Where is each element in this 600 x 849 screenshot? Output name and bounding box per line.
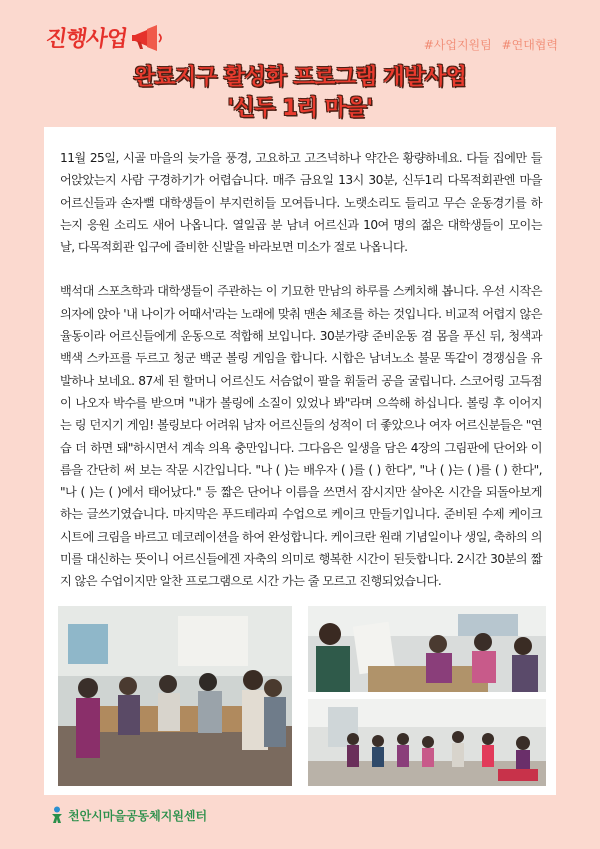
- person-icon: [50, 806, 64, 824]
- activity-photo: [308, 699, 546, 786]
- article-paragraph: 11월 25일, 시골 마을의 늦가을 풍경, 고요하고 고즈넉하나 약간은 황량하네요. 다들 집에만 들어앉았는지 사람 구경하기가 어렵습니다. 매주 금요일 13시 30분, 신두1리 다목적회관엔 마을 어르신들과 손자뻘 대학생들이 부지런히들 모여듭니다. 노랫소리도 들리고 무슨 운동경기를 하는지 응원 소리도 새어 나옵니다. 열일곱 분 남녀 어르신과 10여 명의 젊은 대학생들이 모이는 날, 다목적회관 입구에 즐비한 신발을 바라보면 미소가 절로 나옵니다.: [60, 151, 542, 255]
- hashtag[interactable]: #연대협력: [501, 38, 558, 52]
- footer-logo: [50, 806, 207, 824]
- article-body: [60, 147, 542, 615]
- brand-logo: [43, 22, 165, 53]
- article-card: [44, 127, 556, 795]
- megaphone-icon: [131, 24, 165, 52]
- activity-photo: [308, 606, 546, 692]
- activity-photo: [58, 606, 292, 786]
- hashtag[interactable]: #사업지원팀: [423, 38, 492, 52]
- hashtag-list: [418, 36, 558, 53]
- footer-org-name: 천안시마을공동체지원센터: [68, 808, 208, 823]
- page-subtitle: '신두 1리 마을': [227, 96, 373, 121]
- brand-text: 진행사업: [43, 27, 129, 52]
- article-paragraph: 백석대 스포츠학과 대학생들이 주관하는 이 기묘한 만남의 하루를 스케치해 봅니다. 우선 시작은 의자에 앉아 '내 나이가 어때서'라는 노래에 맞춰 맨손 체조를 하는 것입니다. 비교적 어렵지 않은 율동이라 어르신들에게 운동으로 적합해 보입니다. 30분가량 준비운동 겸 몸을 푸신 뒤, 청색과 백색 스카프를 두르고 청군 백군 볼링 게임을 합니다. 시합은 남녀노소 불문 똑같이 경쟁심을 유발하나 보네요. 87세 된 할머니 어르신도 서슴없이 팔을 휘둘러 공을 굴립니다. 스코어링 고득점이 나오자 박수를 받으며 "내가 볼링에 소질이 있었나 봐"라며 으쓱해 하십니다. 볼링 후 이어지는 링 던지기 게임! 볼링보다 어려워 남자 어르신들의 성적이 더 좋았으나 여자 어르신분들은 "연습 더 하면 돼"하시면서 계속 의욕 충만입니다. 그다음은 일생을 담은 4장의 그림판에 단어와 이름을 간단히 써 보는 작문 시간입니다. "나 ( )는 배우자 ( )를 ( ) 한다", "나 ( )는 ( )를 ( ) 한다", "나 ( )는 ( )에서 태어났다." 등 짧은 단어나 이름을 쓰면서 잠시지만 살아온 시간을 되돌아보게 하는 글쓰기였습니다. 마지막은 푸드테라피 수업으로 케이크 만들기입니다. 준비된 수제 케이크 시트에 크림을 바르고 데코레이션을 하여 완성합니다. 케이크란 원래 기념일이나 생일, 축하의 의미를 대신하는 뜻이니 어르신들에겐 자축의 의미로 행복한 시간이 된듯합니다. 2시간 30분의 짧지 않은 수업이지만 알찬 프로그램으로 시간 가는 줄 모르고 진행되었습니다.: [60, 284, 542, 589]
- page-title: 완료지구 활성화 프로그램 개발사업: [133, 65, 467, 90]
